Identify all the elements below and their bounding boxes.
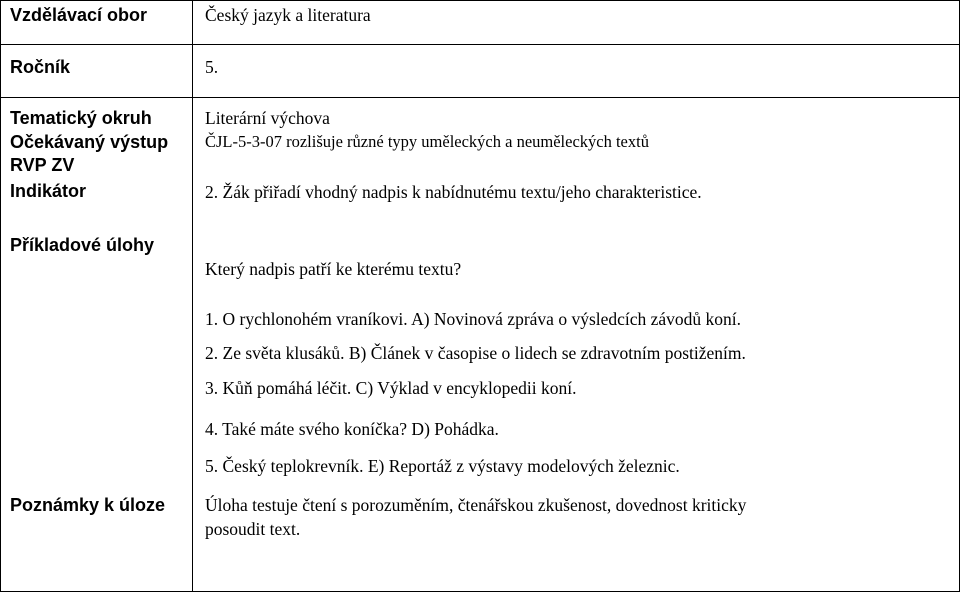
task-item: 2. Ze světa klusáků. B) Článek v časopise o lidech se zdravotním postižením. [205,343,746,363]
grade-value: 5. [205,57,219,77]
tasks-label: Příkladové úlohy [10,235,155,255]
topic-label: Tematický okruh [10,108,152,128]
task-item: 5. Český teplokrevník. E) Reportáž z výstavy modelových železnic. [205,456,680,476]
outcome-value: ČJL-5-3-07 rozlišuje různé typy uměleckých a neuměleckých textů [205,132,649,151]
notes-value-line-2: posoudit text. [205,519,301,539]
indicator-value: 2. Žák přiřadí vhodný nadpis k nabídnutému textu/jeho charakteristice. [205,182,702,202]
grade-label: Ročník [10,57,71,77]
subject-label: Vzdělávací obor [10,5,148,25]
tasks-question: Který nadpis patří ke kterému textu? [205,259,462,279]
indicator-label: Indikátor [10,181,87,201]
row-divider [0,44,960,45]
notes-label: Poznámky k úloze [10,495,166,515]
outcome-label: Očekávaný výstup [10,132,169,152]
subject-value: Český jazyk a literatura [205,5,371,25]
table-border-top [0,0,960,1]
notes-value-line-1: Úloha testuje čtení s porozuměním, čtenářskou zkušenost, dovednost kriticky [205,495,747,515]
topic-value: Literární výchova [205,108,330,128]
column-divider [192,0,193,592]
task-item: 4. Také máte svého koníčka? D) Pohádka. [205,419,499,439]
outcome-label-rvp: RVP ZV [10,155,75,175]
task-item: 1. O rychlonohém vraníkovi. A) Novinová zpráva o výsledcích závodů koní. [205,309,742,329]
row-divider [0,97,960,98]
table-border-left [0,0,1,592]
task-item: 3. Kůň pomáhá léčit. C) Výklad v encyklopedii koní. [205,378,577,398]
